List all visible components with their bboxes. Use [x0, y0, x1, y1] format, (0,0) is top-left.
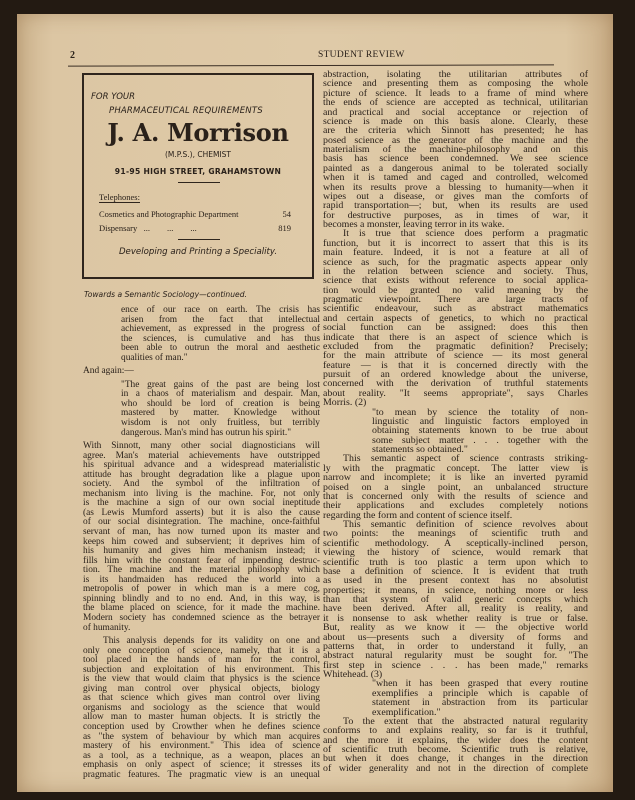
phone-label: Cosmetics and Photographic Department: [99, 209, 239, 219]
text-line: rapid transportation—; but, when its results are used: [323, 200, 588, 212]
text-line: his humanity and gives him mechanism instead; it: [83, 546, 320, 557]
text-line: excluded from the pragmatic definition? Precisely;: [323, 340, 588, 352]
paragraph: [83, 367, 320, 377]
text-line: only one conception of science, namely, that it is a: [83, 645, 320, 656]
text-line: fills him with the constant fear of impending destruc-: [83, 555, 320, 566]
text-line: but when it does change, it changes in the direction: [323, 753, 588, 765]
text-line: it is nonsense to ask whether reality is true or false.: [323, 612, 588, 624]
text-line: is the view that would claim that physics is the science: [83, 674, 320, 685]
text-line: scientific methodology. A sceptically-inclined person,: [323, 537, 588, 549]
text-line: giving man control over physical objects, biology: [83, 683, 320, 694]
paragraph: [83, 442, 320, 633]
text-line: To the extent that the abstracted natural regularity: [343, 715, 588, 727]
text-line: society. And the symbol of the infiltration of: [83, 479, 320, 490]
text-line: is its handmaiden has reduced the world into a: [83, 574, 320, 585]
text-line: narrow and incomplete; it is like an inverted pyramid: [323, 472, 588, 484]
article-right-column: [323, 70, 588, 773]
text-line: science as such, for the pragmatic aspects appear only: [323, 256, 588, 268]
text-line: as that science which gives man control over living: [83, 693, 320, 704]
text-line: linguistic and linguistic factors employed in: [372, 415, 588, 427]
text-line: obtaining statements known to be true about: [372, 425, 588, 437]
text-line: painted as a dangerous animal to be tolerated socially: [323, 162, 588, 174]
text-line: pragmatic viewpoint. There are large tracts of: [323, 294, 588, 305]
text-line: exemplification.": [372, 706, 441, 718]
text-line: basis has science been condemned. We see science: [323, 153, 588, 165]
text-line: dangerous. Man's mind has outrun his spirit.": [121, 427, 292, 438]
text-line: tion. The machine and the material philosophy which: [83, 565, 320, 576]
text-line: "when it has been grasped that every routine: [372, 678, 588, 690]
text-line: scientific truth is too plastic a term upon which to: [323, 556, 588, 568]
text-line: of wider generality and not in the direction of complete: [323, 762, 588, 774]
text-line: Modern society has condemned science as the betrayer: [83, 612, 320, 623]
text-line: achievement, as expressed in the progress of: [121, 324, 320, 335]
text-line: indicate that there is an aspect of science which is: [323, 331, 588, 343]
text-line: some subject matter . . . together with the: [372, 434, 588, 446]
text-line: keeps him cowed and subservient; it deprives him of: [83, 536, 320, 547]
text-line: spinning blindly and to no end. And, in this way, is: [83, 593, 320, 604]
text-line: conforms to and explains reality, so far is it truthful,: [323, 725, 588, 737]
block-quote: [372, 408, 588, 455]
advertisement-box: [82, 73, 314, 279]
ad-divider: [178, 182, 220, 183]
ad-address: 91-95 HIGH STREET, GRAHAMSTOWN: [114, 167, 282, 176]
text-line: function, but it is incorrect to assert that this is its: [323, 237, 588, 249]
text-line: This semantic aspect of science contrasts striking-: [343, 453, 588, 465]
phone-number: 819: [278, 223, 291, 233]
text-line: are the criteria which Sinnott has presented; he has: [323, 125, 588, 137]
text-line: conception used by Crowther when he defines science: [83, 721, 320, 732]
text-line: materialism of the machine-philosophy and on this: [323, 144, 588, 155]
text-line: his spiritual advance and a widespread materialistic: [83, 460, 320, 471]
ad-telephones-label: Telephones:: [99, 192, 140, 202]
text-line: regarding the form and content of science itself.: [323, 509, 513, 521]
continued-caption: Towards a Semantic Sociology—continued.: [84, 290, 247, 299]
text-line: abstraction, isolating the utilitarian attributes of: [323, 69, 588, 80]
block-quote: [372, 679, 588, 717]
text-line: abstract natural regularity must be sought for. "The: [323, 650, 588, 662]
text-line: who should be lord of creation is being: [121, 398, 320, 409]
text-line: base a definition of science. It is evident that truth: [323, 565, 588, 577]
text-line: But, reality as we know it — the objective world: [323, 622, 588, 634]
text-line: about reality. "It seems appropriate", says Charles: [323, 387, 588, 399]
text-line: main feature. Indeed, it is not a feature at all of: [323, 247, 588, 259]
text-line: pursuit of an ordered knowledge about the universe,: [323, 369, 588, 380]
text-line: emphasis on only aspect of science; it stresses its: [83, 760, 320, 771]
text-line: exemplifies a principle which is capable of: [372, 687, 588, 699]
text-line: as a tool, as a technique, as a weapon, places an: [83, 750, 320, 761]
text-line: pragmatic features. The pragmatic view is an unequal: [83, 769, 320, 780]
text-line: about us—presents such a diversity of forms and: [323, 631, 588, 643]
text-line: statements so obtained.": [372, 444, 468, 455]
ad-phone-dispensary: [99, 223, 291, 233]
text-line: scientific endeavour, such as abstract mathematics: [323, 303, 588, 315]
text-line: This semantic definition of science revolves about: [343, 519, 588, 530]
paragraph: [83, 637, 320, 780]
text-line: metropolis of power in which man is a mere cog,: [83, 584, 320, 595]
text-line: tion would be granted no valid meaning by the: [323, 284, 588, 296]
text-line: science is made on this basis alone. Clearly, these: [323, 115, 588, 127]
text-line: social function can be assigned: does this then: [323, 322, 588, 334]
text-line: becomes a monster, leaving terror in its wake.: [323, 219, 505, 230]
text-line: of scientific truth become. Scientific truth is relative,: [323, 744, 588, 755]
text-line: Morris. (2): [323, 397, 367, 409]
text-line: in a chaos of materialism and despair. Man,: [121, 389, 320, 400]
text-line: wisdom is not only fruitless, but terribly: [121, 418, 320, 429]
text-line: as "the system of behaviour by which man acquires: [83, 731, 320, 742]
text-line: organisms and sociology as the science that would: [83, 702, 320, 713]
text-line: properties; it means, in science, nothing more or less: [323, 584, 588, 596]
text-line: mechanism into living is the machine. For, not only: [83, 488, 320, 499]
paragraph: [323, 229, 588, 407]
text-line: With Sinnott, many other social diagnosticians will: [83, 441, 320, 452]
text-line: in the relation between science and society. Thus,: [323, 265, 588, 277]
text-line: "to mean by science the totality of non-: [372, 406, 588, 418]
block-quote: [121, 306, 320, 363]
text-line: for the main attribute of science — its most general: [323, 350, 588, 362]
ad-business-name: J. A. Morrison: [107, 118, 289, 147]
text-line: ence of our race on earth. The crisis has: [121, 305, 320, 315]
text-line: concerned with the derivation of truthful statements: [323, 378, 588, 390]
text-line: poised on a single point, an unbalanced structure: [323, 481, 588, 493]
running-title: STUDENT REVIEW: [318, 50, 405, 60]
text-line: the ends of science are accepted as technical, utilitarian: [323, 97, 588, 109]
text-line: have been derived. After all, reality is reality, and: [323, 603, 588, 615]
phone-label: Dispensary ... ... ...: [99, 223, 197, 233]
text-line: their applications and excludes completely notions: [323, 500, 588, 512]
text-line: first step in science . . . has been made," remarks: [323, 659, 588, 671]
text-line: patterns that, in order to understand it fully, an: [323, 640, 588, 652]
text-line: servant of man, has now turned upon its master and: [83, 527, 320, 538]
text-line: of our social disintegration. The machine, once-faithful: [83, 517, 320, 528]
text-line: arisen from the fact that intellectual: [121, 314, 320, 325]
text-line: when it is tamed and caged and controlled, welcomed: [323, 172, 588, 184]
text-line: qualities of man.": [121, 352, 188, 363]
text-line: allow man to master human objects. It is strictly the: [83, 712, 320, 723]
text-line: attitude has brought degradation like a plague upon: [83, 469, 320, 480]
text-line: tool placed in the hands of man for the control,: [83, 655, 320, 666]
ad-divider: [178, 239, 220, 240]
text-line: And again:—: [83, 366, 134, 377]
ad-slogan: Developing and Printing a Speciality.: [118, 247, 278, 257]
paragraph: [323, 717, 588, 773]
ad-requirements: PHARMACEUTICAL REQUIREMENTS: [109, 106, 263, 116]
text-line: for destructive purposes, as in times of war, it: [323, 209, 588, 221]
text-line: of humanity.: [83, 622, 131, 633]
ad-for-your: FOR YOUR: [91, 92, 136, 102]
article-left-column: [83, 306, 320, 780]
text-line: and practical and social acceptance or rejection of: [323, 106, 588, 118]
text-line: science and presenting them as composing the whole: [323, 78, 588, 90]
text-line: ly with the pragmatic concept. The latter view is: [323, 462, 588, 474]
text-line: is the machine a sign of our own social ineptitude: [83, 498, 320, 509]
text-line: as used in the present context has no absolutist: [323, 575, 588, 587]
text-line: when its results prove a blessing to humanity—when it: [323, 181, 588, 193]
text-line: and certain aspects of genetics, to which no practical: [323, 312, 588, 324]
text-line: It is true that science does perform a pragmatic: [343, 228, 588, 240]
paragraph: [323, 454, 588, 520]
text-line: viewing the history of science, would remark that: [323, 547, 588, 559]
text-line: wipes out a disease, or gives man the comforts of: [323, 190, 588, 202]
text-line: "The great gains of the past are being lost: [121, 379, 320, 390]
text-line: been able to outrun the moral and aesthetic: [121, 343, 320, 354]
text-line: mastery of his environment." This idea of science: [83, 741, 320, 752]
text-line: the blame placed on science, for it made the machine.: [83, 603, 320, 614]
paragraph: [323, 520, 588, 679]
ad-qualification: (M.P.S.), CHEMIST: [165, 150, 231, 159]
text-line: that is concerned only with the results of science and: [323, 490, 588, 502]
text-line: agree. Man's material achievements have outstripped: [83, 450, 320, 461]
text-line: picture of science. It leads to a frame of mind where: [323, 87, 588, 99]
text-line: mastered by matter. Knowledge without: [121, 408, 320, 419]
text-line: (as Lewis Mumford asserts) but it is also the cause: [83, 507, 320, 518]
text-line: posed science as the generator of the machine and the: [323, 134, 588, 146]
text-line: than that system of valid generic concepts which: [323, 594, 588, 605]
ad-phone-cosmetics: [99, 209, 291, 219]
text-line: Whitehead. (3): [323, 669, 383, 680]
text-line: This analysis depends for its validity on one and: [103, 636, 320, 647]
text-line: the sciences, is cumulative and has thus: [121, 333, 320, 344]
phone-number: 54: [282, 209, 291, 219]
paragraph: [323, 70, 588, 229]
text-line: science that exists without reference to social applica-: [323, 275, 588, 287]
block-quote: [121, 381, 320, 438]
text-line: two points: the meanings of scientific truth and: [323, 528, 588, 540]
text-line: and the more it explains, the wider does the content: [323, 734, 588, 746]
text-line: subjection and exploitation of his environment. This: [83, 664, 320, 675]
text-line: statement in abstraction from its particular: [372, 697, 588, 709]
text-line: feature — is that it is concerned directly with the: [323, 359, 588, 371]
page-number: 2: [70, 50, 75, 61]
